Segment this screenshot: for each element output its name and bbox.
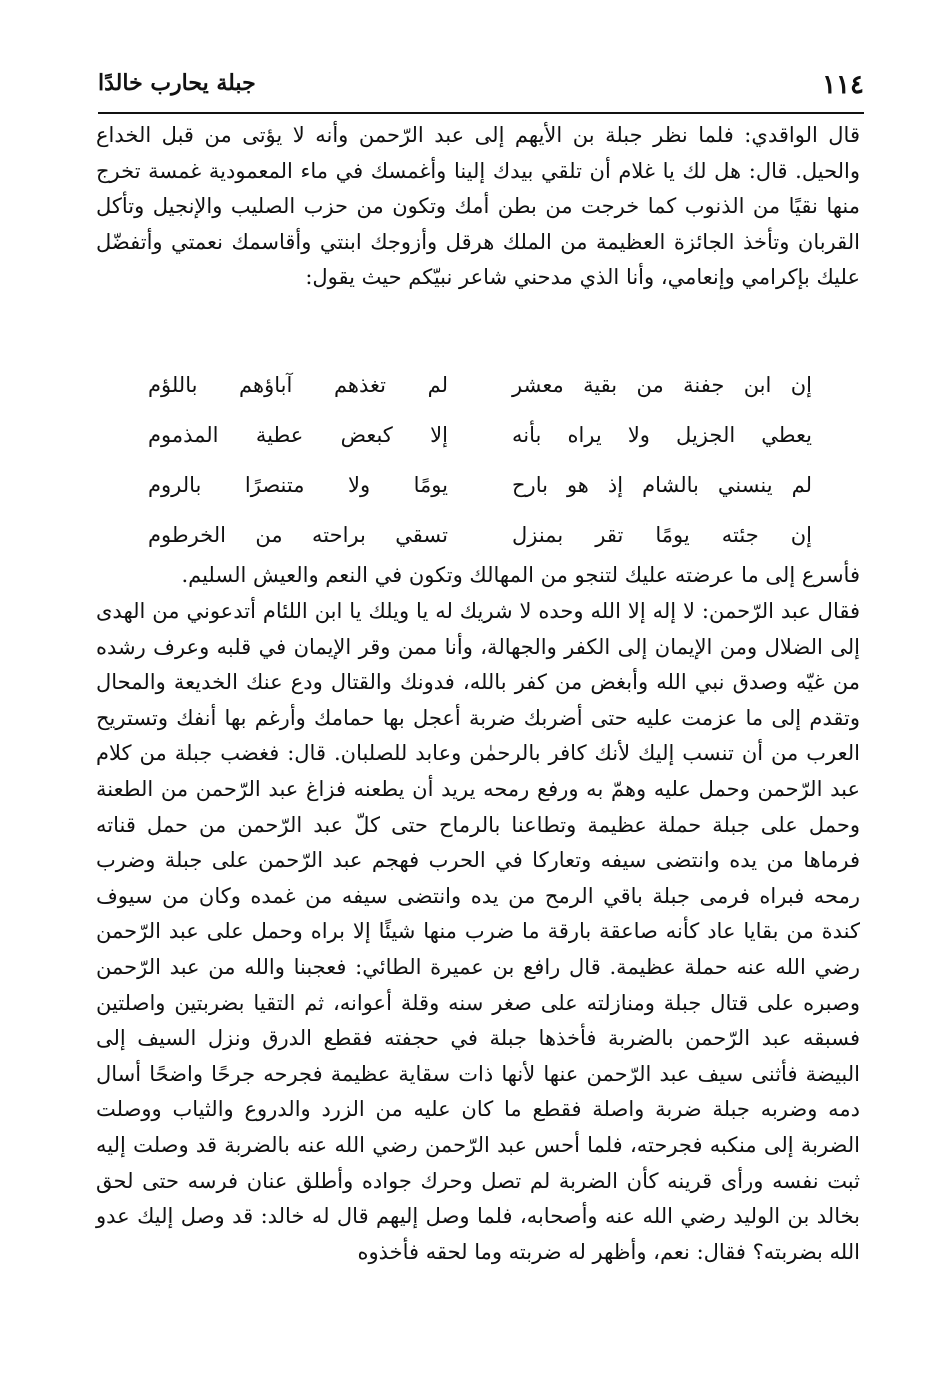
poem-verse: [140, 510, 812, 560]
page-header: [98, 64, 864, 104]
verse-first-hemistich: لم ينسني بالشام إذ هو بارح: [512, 473, 812, 497]
paragraph-battle: فقال عبد الرّحمن: لا إله إلا الله وحده لا شريك له يا ويلك يا ابن اللئام أتدعوني من الهدى إلى الضلال ومن الإيمان إلى الكفر والجهالة، وأنا ممن وقر الإيمان في قلبه وعرف رشده من غيّه وصدق نبي الله وأبغض من كفر بالله، فدونك والقتال ودع عنك الخديعة والمحال وتقدم إلى ما عزمت عليه حتى أضربك ضربة أعجل بها حمامك وأرغم بها أنفك وتستريح العرب من أن تنسب إليك لأنك كافر بالرحمٰن وعابد للصلبان. قال: فغضب جبلة من كلام عبد الرّحمن وحمل عليه وهمّ به ورفع رمحه يريد أن يطعنه فزاغ عبد الرّحمن من الطعنة وحمل على جبلة حملة عظيمة وتطاعنا بالرماح حتى كلّ عبد الرّحمن من حمل قناته فرماها من يده وانتضى سيفه وتعاركا في الحرب فهجم عبد الرّحمن على جبلة وضرب رمحه فبراه فرمى جبلة باقي الرمح من يده وانتضى سيفه من غمده وكان من سيوف كندة من بقايا عاد كأنه صاعقة بارقة ما ضرب منها شيئًا إلا براه وحمل على عبد الرّحمن رضي الله عنه حملة عظيمة. قال رافع بن عميرة الطائي: فعجبنا والله من عبد الرّحمن وصبره على قتال جبلة ومنازلته على صغر سنه وقلة أعوانه، ثم التقيا بضربتين واصلتين فسبقه عبد الرّحمن بالضربة فأخذها جبلة في حجفته فقطع الدرق ونزل السيف إلى البيضة فأثنى سيف عبد الرّحمن عنها لأنها ذات سقاية عظيمة فجرحه جرحًا واضحًا أسال دمه وضربه جبلة ضربة واصلة فقطع ما كان عليه من الزرد والدروع والثياب ووصلت الضربة إلى منكبه فجرحته، فلما أحس عبد الرّحمن رضي الله عنه بالضربة قد وصلت إليه ثبت نفسه ورأى قرينه كأن الضربة لم تصل وحرك جواده وأطلق عنان فرسه حتى لحق بخالد بن الوليد رضي الله عنه وأصحابه، فلما وصل إليهم قال له خالد: قد وصل إليك عدو الله بضربته؟ فقال: نعم، وأظهر له ضربته وما لحقه فأخذوه: [96, 599, 860, 1264]
paragraph-offer: فأسرع إلى ما عرضته عليك لتنجو من المهالك وتكون في النعم والعيش السليم.: [181, 563, 860, 587]
verse-second-hemistich: إلا كبعض عطية المذموم: [148, 423, 448, 447]
poem-verse: [140, 360, 812, 410]
poem-verse: [140, 410, 812, 460]
verse-second-hemistich: يومًا ولا متنصرًا بالروم: [148, 473, 448, 497]
verse-first-hemistich: إن جئته يومًا تقر بمنزل: [512, 523, 812, 547]
page-number: ١١٤: [822, 70, 864, 100]
verse-first-hemistich: إن ابن جفنة من بقية معشر: [512, 373, 812, 397]
verse-second-hemistich: تسقي براحته من الخرطوم: [148, 523, 448, 547]
poem: [140, 360, 812, 560]
running-title: جبلة يحارب خالدًا: [98, 70, 256, 96]
paragraph-intro: قال الواقدي: فلما نظر جبلة بن الأيهم إلى عبد الرّحمن وأنه لا يؤتى من قبل الخداع والحيل. قال: هل لك يا غلام أن تلقي بيدك إلينا وأغمسك في ماء المعمودية غمسة تخرج منها نقيًا من الذنوب كما خرجت من بطن أمك وتكون من حزب الصليب والإنجيل وتأكل القربان وتأخذ الجائزة العظيمة من الملك هرقل وأزوجك ابنتي وأقاسمك نعمتي وأتفضّل عليك بإكرامي وإنعامي، وأنا الذي مدحني شاعر نبيّكم حيث يقول:: [96, 123, 860, 290]
verse-first-hemistich: يعطي الجزيل ولا يراه بأنه: [512, 423, 812, 447]
poem-verse: [140, 460, 812, 510]
header-rule: [98, 112, 864, 114]
verse-second-hemistich: لم تغذهم آباؤهم باللؤم: [148, 373, 448, 397]
